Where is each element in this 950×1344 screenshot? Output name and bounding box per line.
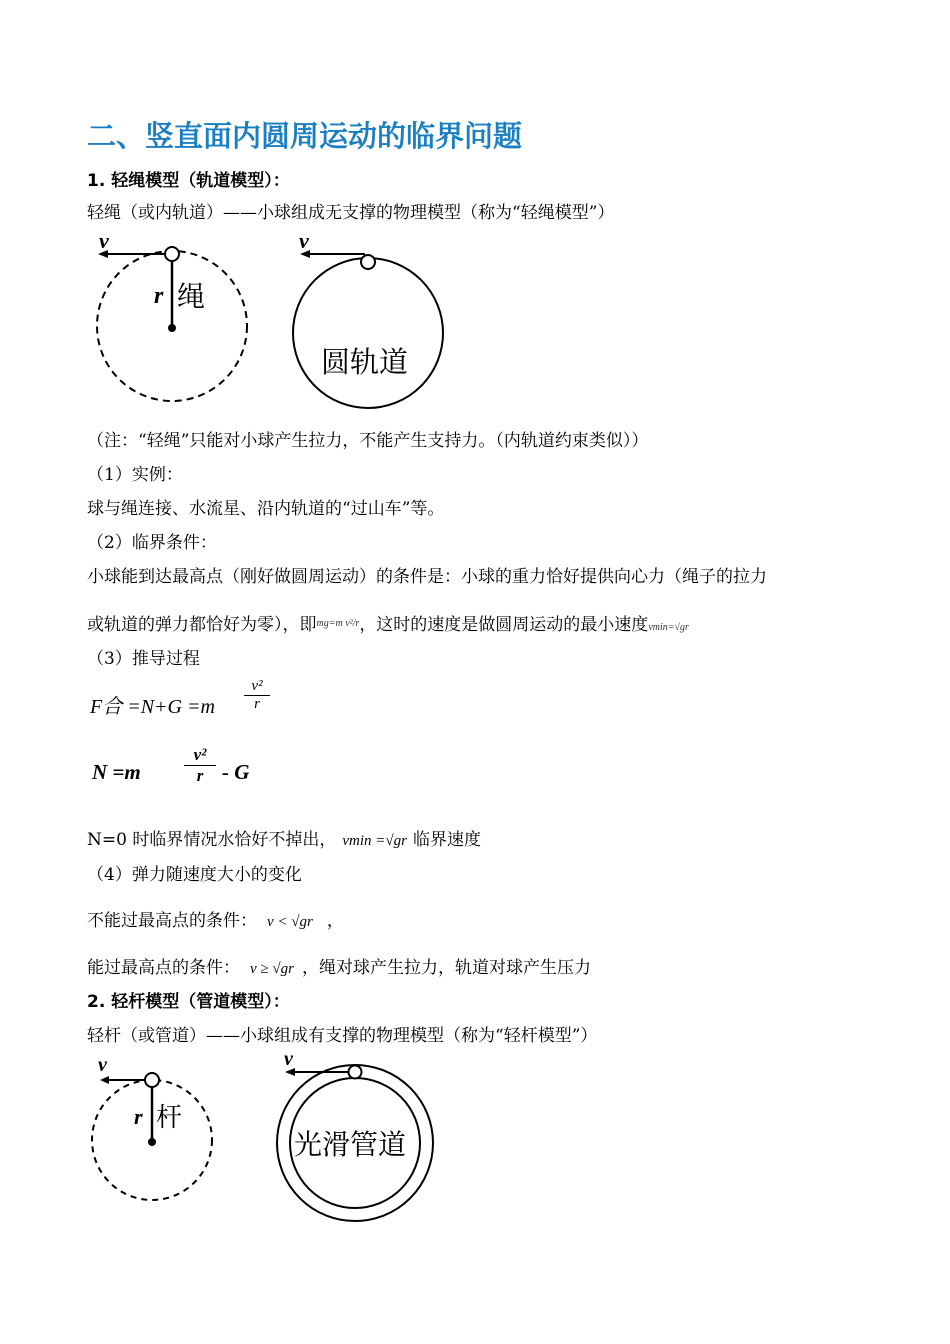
- n-zero-text-a: N=0 时临界情况水恰好不掉出，: [87, 830, 337, 850]
- condition-text-a: 或轨道的弹力都恰好为零），即: [87, 615, 317, 635]
- rope-label: 绳: [177, 280, 206, 313]
- equation-1-fraction: [244, 678, 270, 713]
- examples-text: 球与绳连接、水流星、沿内轨道的“过山车”等。: [87, 499, 445, 519]
- derivation-heading: （3）推导过程: [87, 649, 200, 669]
- circular-track-figure: [285, 228, 455, 413]
- section-2-heading: 2. 轻杆模型（管道模型）：: [87, 992, 290, 1012]
- equation-2-fraction: [184, 745, 216, 786]
- critical-condition-line2: [87, 610, 689, 635]
- velocity-arrowhead: [100, 1076, 109, 1084]
- can-pass-line: [87, 953, 591, 978]
- equation-2-numerator: v²: [193, 745, 207, 764]
- equation-1-lhs: F合 =N+G =m: [90, 696, 215, 718]
- section-2-intro: 轻杆（或管道）——小球组成有支撑的物理模型（称为“轻杆模型”）: [87, 1026, 598, 1046]
- track-circle: [293, 258, 443, 408]
- critical-condition-line1: 小球能到达最高点（刚好做圆周运动）的条件是：小球的重力恰好提供向心力（绳子的拉力: [87, 567, 767, 587]
- ball: [361, 255, 375, 269]
- page-title: 二、竖直面内圆周运动的临界问题: [87, 119, 523, 153]
- rope-note: （注：“轻绳”只能对小球产生拉力，不能产生支持力。（内轨道约束类似））: [87, 431, 649, 451]
- cannot-pass-formula: v < √gr: [267, 914, 313, 930]
- n-zero-formula: vmin =√gr: [342, 833, 407, 849]
- ball: [145, 1073, 159, 1087]
- ball: [165, 247, 179, 261]
- radius-label: r: [134, 1104, 143, 1129]
- equation-2: N =m: [92, 760, 141, 784]
- velocity-label: v: [299, 228, 309, 253]
- equation-1-denominator: r: [244, 695, 270, 713]
- rod-model-figure: [88, 1048, 223, 1213]
- velocity-label: v: [98, 1054, 107, 1076]
- n-zero-line: [87, 825, 481, 850]
- elastic-force-heading: （4）弹力随速度大小的变化: [87, 865, 302, 885]
- section-1-heading: 1. 轻绳模型（轨道模型）：: [87, 171, 290, 191]
- equation-2-rhs: - G: [222, 760, 250, 784]
- critical-condition-heading: （2）临界条件：: [87, 533, 217, 553]
- cannot-pass-text: 不能过最高点的条件：: [87, 911, 257, 931]
- ball: [349, 1066, 362, 1079]
- rope-center-dot: [168, 324, 176, 332]
- velocity-label: v: [284, 1048, 293, 1070]
- can-pass-formula: v ≥ √gr: [250, 961, 294, 977]
- equation-1-numerator: v²: [251, 678, 263, 694]
- smooth-tube-figure: [272, 1048, 442, 1226]
- radius-label: r: [154, 283, 164, 309]
- equation-1: [90, 690, 215, 719]
- can-pass-tail: ，绳对球产生拉力，轨道对球产生压力: [301, 958, 591, 978]
- critical-equation: mg=m v²/r: [316, 618, 360, 629]
- rope-model-figure: [90, 228, 260, 410]
- tube-label: 光滑管道: [294, 1128, 407, 1161]
- equation-2-denominator: r: [184, 765, 216, 786]
- rod-label: 杆: [156, 1103, 183, 1133]
- can-pass-text: 能过最高点的条件：: [87, 958, 240, 978]
- track-label: 圆轨道: [321, 345, 409, 379]
- min-speed-formula: vmin=√gr: [648, 622, 689, 633]
- examples-heading: （1）实例：: [87, 465, 183, 485]
- n-zero-text-b: 临界速度: [412, 830, 481, 850]
- cannot-pass-tail: ，: [326, 911, 344, 931]
- velocity-label: v: [99, 228, 109, 253]
- cannot-pass-line: [87, 906, 344, 931]
- condition-text-b: ，这时的速度是做圆周运动的最小速度: [359, 615, 649, 635]
- rod-center-dot: [148, 1138, 156, 1146]
- section-1-intro: 轻绳（或内轨道）——小球组成无支撑的物理模型（称为“轻绳模型”）: [87, 203, 615, 223]
